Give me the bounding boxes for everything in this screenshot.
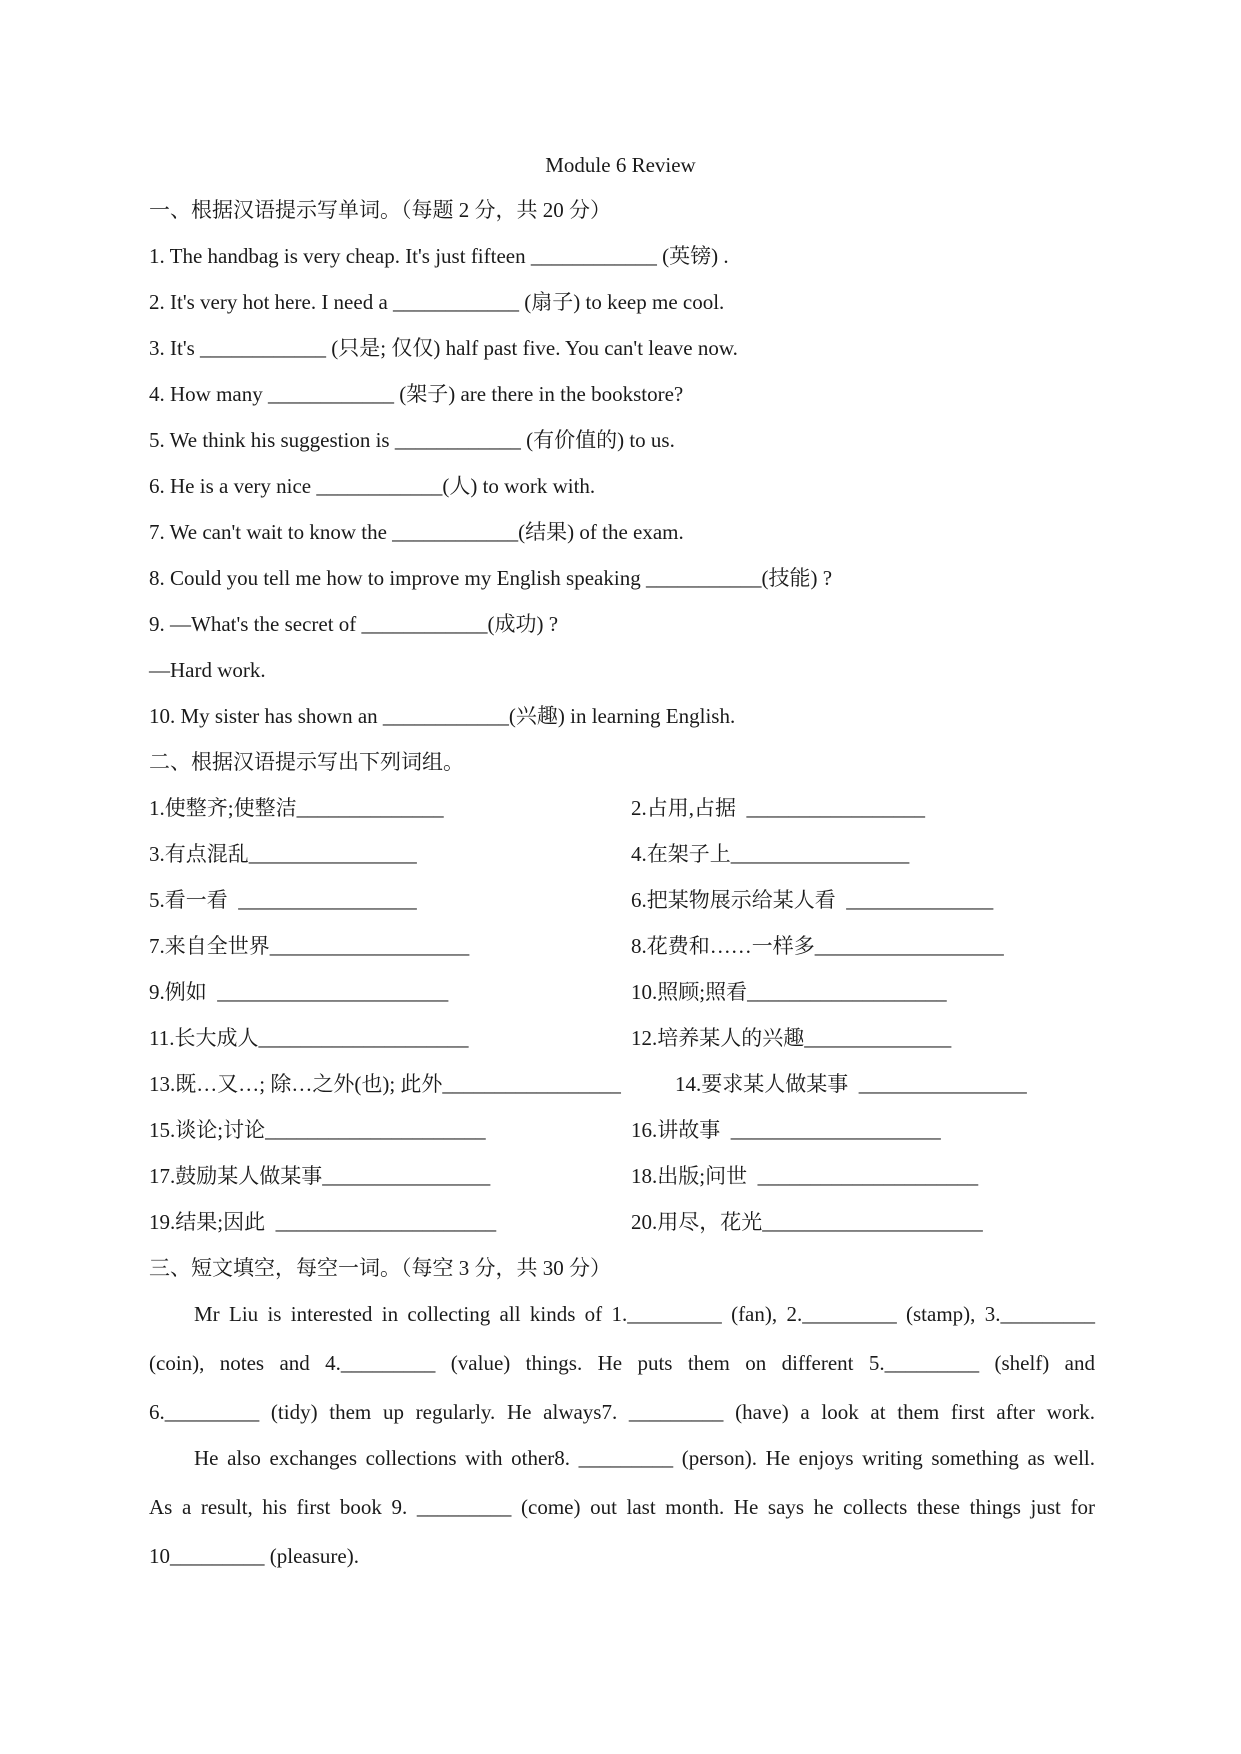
phrase-item: 1.使整齐;使整洁______________ bbox=[149, 796, 444, 820]
passage-line: (coin), notes and 4._________ (value) things. He puts them on different 5._________ (shelf) and bbox=[149, 1351, 1095, 1375]
phrase-item: 17.鼓励某人做某事________________ bbox=[149, 1164, 491, 1188]
section1-item: 7. We can't wait to know the ____________(结果) of the exam. bbox=[149, 520, 684, 544]
section1-item: 4. How many ____________ (架子) are there in the bookstore? bbox=[149, 382, 684, 406]
passage-line: 6._________ (tidy) them up regularly. He always7. _________ (have) a look at them first after work. bbox=[149, 1400, 1095, 1424]
section1-item: 9. —What's the secret of ____________(成功) ? bbox=[149, 612, 559, 636]
phrase-item: 6.把某物展示给某人看 ______________ bbox=[631, 888, 994, 912]
section3-heading: 三、短文填空，每空一词。（每空 3 分，共 30 分） bbox=[149, 1256, 611, 1280]
phrase-item: 9.例如 ______________________ bbox=[149, 980, 449, 1004]
phrase-item: 3.有点混乱________________ bbox=[149, 842, 417, 866]
phrase-item: 11.长大成人____________________ bbox=[149, 1026, 469, 1050]
section1-item: 6. He is a very nice ____________(人) to work with. bbox=[149, 474, 596, 498]
phrase-item: 7.来自全世界___________________ bbox=[149, 934, 470, 958]
phrase-item: 10.照顾;照看___________________ bbox=[631, 980, 947, 1004]
phrase-item: 14.要求某人做某事 ________________ bbox=[675, 1072, 1027, 1096]
section1-item: —Hard work. bbox=[149, 658, 266, 682]
section1-heading: 一、根据汉语提示写单词。（每题 2 分，共 20 分） bbox=[149, 198, 611, 222]
section1-item: 8. Could you tell me how to improve my English speaking ___________(技能) ? bbox=[149, 566, 833, 590]
phrase-item: 13.既…又…; 除…之外(也); 此外_________________ bbox=[149, 1072, 621, 1096]
page-title: Module 6 Review bbox=[545, 153, 696, 177]
phrase-item: 2.占用,占据 _________________ bbox=[631, 796, 925, 820]
passage-line: As a result, his first book 9. _________ (come) out last month. He says he collects these things just for bbox=[149, 1495, 1095, 1519]
passage-line: 10_________ (pleasure). bbox=[149, 1544, 359, 1568]
passage-line: He also exchanges collections with other8. _________ (person). He enjoys writing something as well. bbox=[194, 1446, 1095, 1470]
section1-item: 5. We think his suggestion is ____________ (有价值的) to us. bbox=[149, 428, 675, 452]
section1-item: 2. It's very hot here. I need a ____________ (扇子) to keep me cool. bbox=[149, 290, 725, 314]
phrase-item: 19.结果;因此 _____________________ bbox=[149, 1210, 497, 1234]
phrase-item: 5.看一看 _________________ bbox=[149, 888, 417, 912]
phrase-item: 18.出版;问世 _____________________ bbox=[631, 1164, 979, 1188]
phrase-item: 16.讲故事 ____________________ bbox=[631, 1118, 941, 1142]
phrase-item: 8.花费和……一样多__________________ bbox=[631, 934, 1004, 958]
phrase-item: 15.谈论;讨论_____________________ bbox=[149, 1118, 486, 1142]
section1-item: 1. The handbag is very cheap. It's just fifteen ____________ (英镑) . bbox=[149, 244, 729, 268]
phrase-item: 12.培养某人的兴趣______________ bbox=[631, 1026, 952, 1050]
section1-item: 10. My sister has shown an ____________(兴趣) in learning English. bbox=[149, 704, 736, 728]
passage-line: Mr Liu is interested in collecting all kinds of 1._________ (fan), 2._________ (stamp), 3._________ bbox=[194, 1302, 1095, 1326]
phrase-item: 4.在架子上_________________ bbox=[631, 842, 910, 866]
section1-item: 3. It's ____________ (只是; 仅仅) half past five. You can't leave now. bbox=[149, 336, 738, 360]
section2-heading: 二、根据汉语提示写出下列词组。 bbox=[149, 750, 464, 774]
phrase-item: 20.用尽，花光_____________________ bbox=[631, 1210, 983, 1234]
